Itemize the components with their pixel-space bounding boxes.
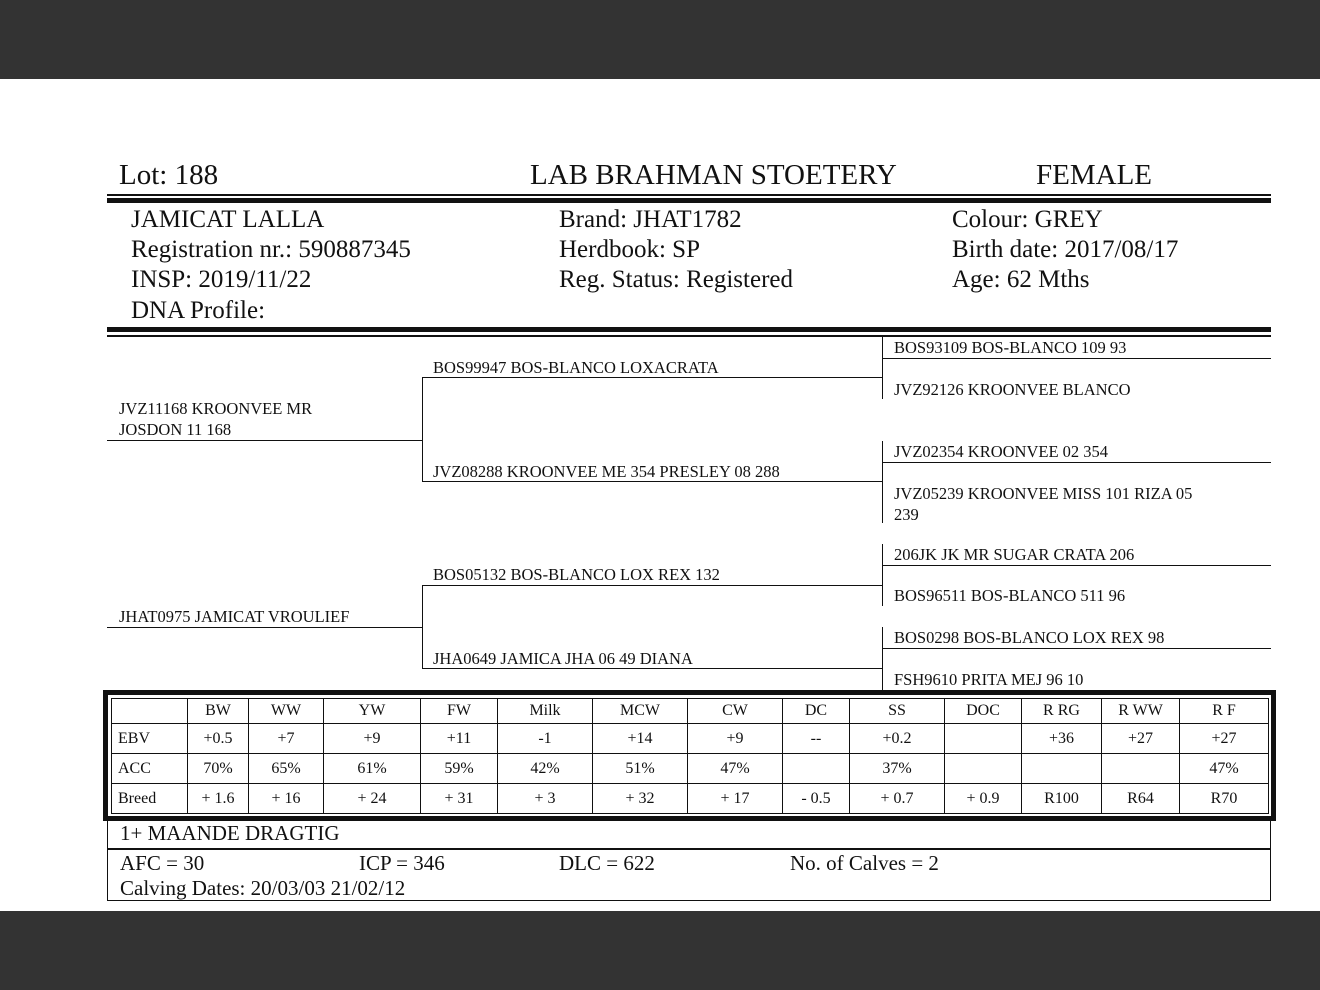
- ebv-header-row: [112, 699, 1269, 724]
- acc-cell: 59%: [421, 754, 498, 784]
- ebv-header-cell: R RG: [1022, 699, 1102, 724]
- registration-number: Registration nr.: 590887345: [131, 236, 411, 263]
- ebv-cell: +36: [1022, 724, 1102, 754]
- acc-cell: [783, 754, 850, 784]
- ss-bracket: [882, 337, 883, 399]
- ebv-cell: +27: [1102, 724, 1180, 754]
- dds-line: [882, 648, 1271, 649]
- acc-row: [112, 754, 1269, 784]
- registration-status: Reg. Status: Registered: [559, 266, 793, 293]
- pedigree-dam: JHAT0975 JAMICAT VROULIEF: [119, 607, 350, 626]
- breed-cell: + 0.9: [945, 784, 1022, 814]
- ebv-header-cell: Milk: [498, 699, 593, 724]
- ebv-header-cell: R F: [1180, 699, 1269, 724]
- acc-cell: 51%: [593, 754, 688, 784]
- afc-value: AFC = 30: [120, 851, 205, 875]
- ebv-cell: +7: [249, 724, 324, 754]
- ds-line: [422, 585, 882, 586]
- ebv-header-cell: [112, 699, 188, 724]
- notes-box: [107, 821, 1271, 901]
- acc-cell: 47%: [1180, 754, 1269, 784]
- birth-date: Birth date: 2017/08/17: [952, 236, 1179, 263]
- ebv-header-cell: YW: [324, 699, 421, 724]
- ebv-cell: +14: [593, 724, 688, 754]
- brand: Brand: JHAT1782: [559, 206, 742, 233]
- acc-row-label: ACC: [112, 754, 188, 784]
- acc-cell: 70%: [188, 754, 249, 784]
- age: Age: 62 Mths: [952, 266, 1090, 293]
- ebv-header-cell: DOC: [945, 699, 1022, 724]
- ebv-cell: +0.2: [850, 724, 945, 754]
- dss-line: [882, 565, 1271, 566]
- notes-divider: [108, 848, 1270, 850]
- catalogue-page: [0, 79, 1320, 911]
- calving-dates: Calving Dates: 20/03/03 21/02/12: [120, 876, 406, 900]
- pedigree-sire-sire: BOS99947 BOS-BLANCO LOXACRATA: [433, 358, 719, 377]
- calves-count: No. of Calves = 2: [790, 851, 939, 875]
- pedigree-ddd: FSH9610 PRITA MEJ 96 10: [894, 670, 1084, 689]
- stud-name: LAB BRAHMAN STOETERY: [530, 159, 897, 191]
- dd-line: [422, 668, 882, 669]
- breed-cell: + 32: [593, 784, 688, 814]
- sex-label: FEMALE: [1036, 159, 1152, 191]
- dam-line: [107, 627, 422, 628]
- header-rule-thick: [107, 198, 1271, 203]
- breed-cell: R100: [1022, 784, 1102, 814]
- sds-line: [882, 462, 1271, 463]
- pedigree-dam-sire: BOS05132 BOS-BLANCO LOX REX 132: [433, 565, 720, 584]
- acc-cell: 61%: [324, 754, 421, 784]
- herdbook: Herdbook: SP: [559, 236, 700, 263]
- pedigree-ssd: JVZ92126 KROONVEE BLANCO: [894, 380, 1131, 399]
- sire-bracket: [422, 377, 423, 481]
- pedigree-sds: JVZ02354 KROONVEE 02 354: [894, 442, 1109, 461]
- breed-cell: + 16: [249, 784, 324, 814]
- ebv-cell: [945, 724, 1022, 754]
- ebv-header-cell: MCW: [593, 699, 688, 724]
- breed-cell: + 3: [498, 784, 593, 814]
- dlc-value: DLC = 622: [559, 851, 655, 875]
- sire-line: [107, 440, 422, 441]
- lot-number: Lot: 188: [119, 159, 219, 191]
- breed-cell: + 0.7: [850, 784, 945, 814]
- info-rule-thick: [107, 327, 1271, 332]
- ss-line: [422, 377, 882, 378]
- pedigree-dsd: BOS96511 BOS-BLANCO 511 96: [894, 586, 1126, 605]
- icp-value: ICP = 346: [359, 851, 445, 875]
- ebv-cell: +9: [688, 724, 783, 754]
- acc-cell: [945, 754, 1022, 784]
- ebv-table-frame: [103, 690, 1276, 821]
- pedigree-dds: BOS0298 BOS-BLANCO LOX REX 98: [894, 628, 1165, 647]
- pedigree-sire-dam: JVZ08288 KROONVEE ME 354 PRESLEY 08 288: [433, 462, 780, 481]
- dam-bracket: [422, 585, 423, 668]
- ebv-cell: -1: [498, 724, 593, 754]
- acc-cell: 37%: [850, 754, 945, 784]
- ebv-cell: --: [783, 724, 850, 754]
- acc-cell: 42%: [498, 754, 593, 784]
- ebv-row: [112, 724, 1269, 754]
- breed-row-label: Breed: [112, 784, 188, 814]
- acc-cell: [1102, 754, 1180, 784]
- ebv-header-cell: CW: [688, 699, 783, 724]
- acc-cell: [1022, 754, 1102, 784]
- pedigree-sire: JVZ11168 KROONVEE MR JOSDON 11 168: [119, 399, 313, 439]
- info-rule-thin: [107, 335, 1271, 337]
- acc-cell: 65%: [249, 754, 324, 784]
- animal-name: JAMICAT LALLA: [131, 206, 325, 233]
- breed-row: [112, 784, 1269, 814]
- ds-bracket: [882, 544, 883, 606]
- dna-profile: DNA Profile:: [131, 297, 266, 324]
- breed-cell: R70: [1180, 784, 1269, 814]
- ebv-cell: +0.5: [188, 724, 249, 754]
- acc-cell: 47%: [688, 754, 783, 784]
- ebv-row-label: EBV: [112, 724, 188, 754]
- header-rule-thin: [107, 194, 1271, 196]
- ebv-header-cell: SS: [850, 699, 945, 724]
- pedigree-dss: 206JK JK MR SUGAR CRATA 206: [894, 545, 1135, 564]
- ebv-cell: +27: [1180, 724, 1269, 754]
- pedigree-sdd: JVZ05239 KROONVEE MISS 101 RIZA 05 239: [894, 484, 1193, 524]
- ebv-header-cell: FW: [421, 699, 498, 724]
- inspection-date: INSP: 2019/11/22: [131, 266, 312, 293]
- breed-cell: - 0.5: [783, 784, 850, 814]
- breed-cell: + 1.6: [188, 784, 249, 814]
- ebv-header-cell: WW: [249, 699, 324, 724]
- breed-cell: + 17: [688, 784, 783, 814]
- breed-cell: + 31: [421, 784, 498, 814]
- ebv-cell: +9: [324, 724, 421, 754]
- breed-cell: + 24: [324, 784, 421, 814]
- sd-bracket: [882, 441, 883, 523]
- sd-line: [422, 481, 882, 482]
- pedigree-sss: BOS93109 BOS-BLANCO 109 93: [894, 338, 1127, 357]
- ebv-table: [111, 698, 1269, 814]
- ebv-header-cell: DC: [783, 699, 850, 724]
- ebv-header-cell: BW: [188, 699, 249, 724]
- ebv-header-cell: R WW: [1102, 699, 1180, 724]
- ebv-cell: +11: [421, 724, 498, 754]
- breed-cell: R64: [1102, 784, 1180, 814]
- pregnancy-status: 1+ MAANDE DRAGTIG: [120, 821, 340, 845]
- dd-bracket: [882, 627, 883, 690]
- sss-line: [882, 358, 1271, 359]
- pedigree-dam-dam: JHA0649 JAMICA JHA 06 49 DIANA: [433, 649, 693, 668]
- colour: Colour: GREY: [952, 206, 1103, 233]
